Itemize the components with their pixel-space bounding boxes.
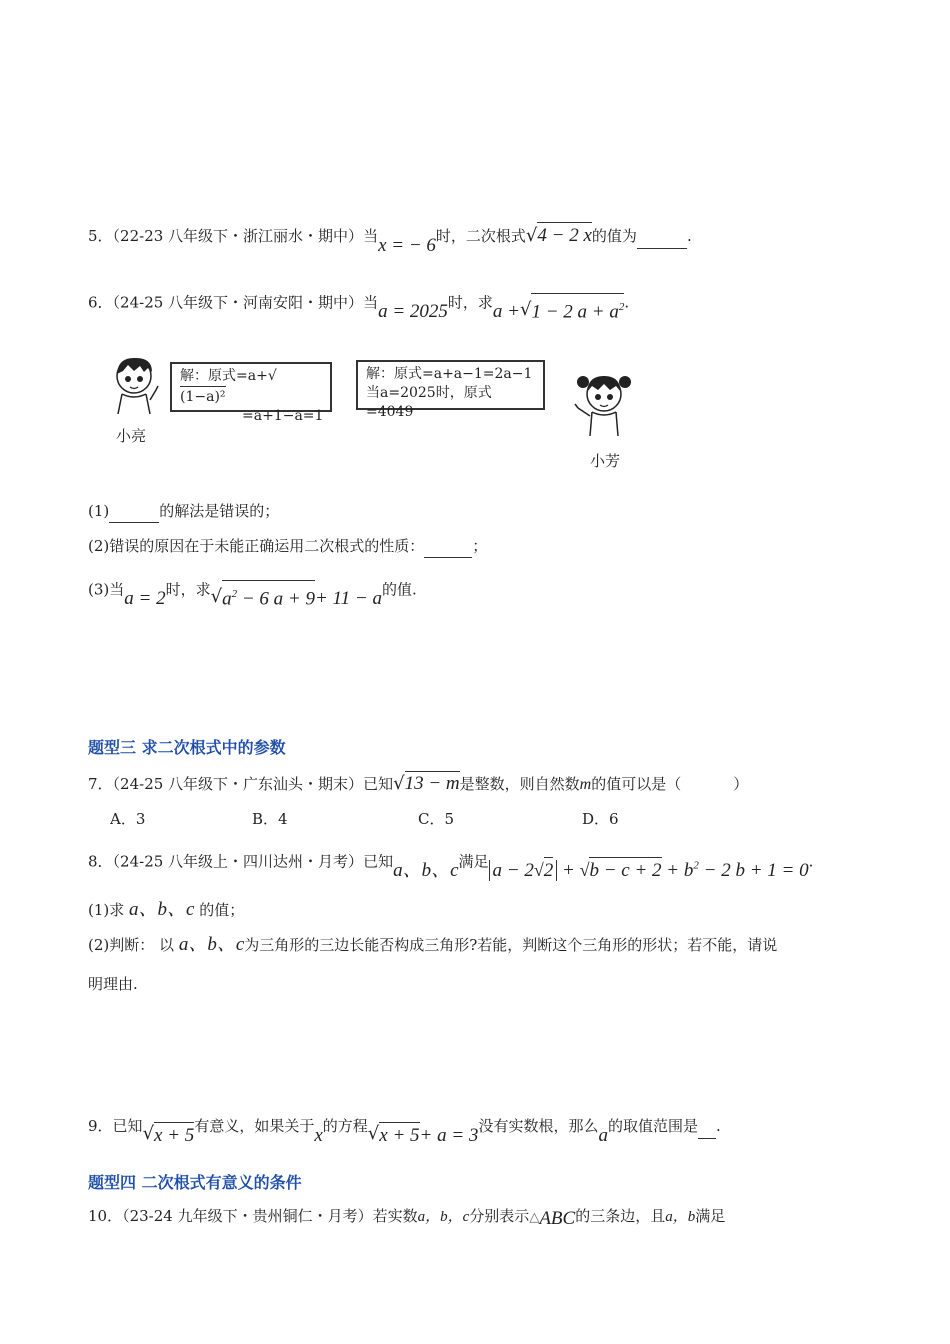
q5-number: 5． <box>88 227 113 245</box>
q10-text-2: 分别表示 <box>469 1207 530 1225</box>
q7-option-c[interactable]: C．5 <box>418 810 455 828</box>
q6-p3-condition: a = 2 <box>124 588 166 610</box>
question-5 <box>88 222 692 254</box>
q7-var: m <box>579 776 592 793</box>
q7-source: （24-25 八年级下・广东汕头・期末） <box>112 775 364 793</box>
triangle-icon: △ <box>529 1210 540 1225</box>
q6-p3-label: (3)当 <box>88 580 125 599</box>
q10-text: 若实数 <box>372 1207 418 1225</box>
q8-text-yizhi: 已知 <box>363 852 394 871</box>
q6-p1-label: (1) <box>88 502 110 520</box>
q6-p2-text: (2)错误的原因在于未能正确运用二次根式的性质： <box>88 537 425 555</box>
q6-radicand <box>531 293 624 324</box>
q5-text-value: 的值为 <box>591 227 637 245</box>
q8-abs-lead: a − 2 <box>492 860 534 882</box>
q10-text-4: 满足 <box>695 1207 726 1225</box>
q7-option-d[interactable]: D．6 <box>582 810 619 828</box>
q6-number: 6． <box>88 293 113 312</box>
q8-part-1 <box>88 899 244 921</box>
q10-vars: a，b，c <box>417 1209 470 1225</box>
q8-p2-label: (2)判断： 以 <box>88 936 175 954</box>
q8-number: 8． <box>88 852 113 871</box>
q9-text-2: 没有实数根，那么 <box>478 1117 599 1135</box>
q6-source: （24-25 八年级下・河南安阳・期中） <box>112 293 364 312</box>
q9-answer-blank[interactable] <box>698 1114 716 1139</box>
q6-text: 时，求 <box>447 293 493 312</box>
xiaofang-girl-illustration <box>570 368 640 438</box>
q6-p3-radicand-a: a <box>222 588 232 610</box>
q6-radicand-sup: 2 <box>618 301 625 313</box>
q9-var-a: a <box>598 1125 608 1146</box>
q9-text-fangcheng: 的方程 <box>322 1117 368 1135</box>
radical-icon: √ <box>579 860 590 881</box>
q5-answer-blank[interactable] <box>637 224 687 249</box>
q6-p3-radicand-sup: 2 <box>231 588 238 600</box>
q6-p2-answer-blank[interactable] <box>424 535 472 558</box>
q5-text-dang: 当 <box>363 227 379 245</box>
q8-radicand: b − c + 2 <box>589 857 661 883</box>
q7-text: 是整数，则自然数 <box>459 775 580 793</box>
q6-p1-text: 的解法是错误的； <box>159 502 280 520</box>
q6-part-2 <box>88 535 487 558</box>
q6-expr-lead: a + <box>492 301 520 323</box>
question-7 <box>88 771 748 796</box>
q8-p1-text: 的值； <box>199 901 245 919</box>
xiaoliang-line1-text: 解：原式=a+ <box>180 368 268 384</box>
radical-icon: √ <box>142 1123 155 1144</box>
q6-p3-radicand-rest: − 6 a + 9 <box>237 588 315 610</box>
q9-period: . <box>715 1117 721 1135</box>
radical-icon: √ <box>267 368 277 384</box>
xiaoliang-line1-radicand: (1−a)² <box>180 386 226 407</box>
xiaoliang-label: 小亮 <box>116 427 147 445</box>
q8-tail-sup: 2 <box>693 860 699 872</box>
q8-part-2-cont: 明理由. <box>88 975 138 993</box>
q7-option-b[interactable]: B．4 <box>252 810 288 828</box>
q5-source: （22-23 八年级下・浙江丽水・期中） <box>112 227 364 245</box>
q6-condition: a = 2025 <box>378 301 448 323</box>
q6-p3-text: 时，求 <box>165 580 211 599</box>
q9-radicand-1: x + 5 <box>154 1122 194 1148</box>
q7-number: 7． <box>88 775 113 793</box>
xiaofang-line1: 解：原式=a+a−1=2a−1 <box>366 366 533 382</box>
q8-p2-text: 为三角形的三边长能否构成三角形?若能，判断这个三角形的形状；若不能，请说 <box>244 936 778 954</box>
q10-text-3: 的三条边，且 <box>575 1207 666 1225</box>
q6-part-3 <box>88 570 417 610</box>
q10-number: 10． <box>88 1207 123 1225</box>
q5-condition: x = − 6 <box>378 235 436 256</box>
xiaofang-solution-box <box>356 360 545 420</box>
radical-icon: √ <box>210 586 223 608</box>
q6-period: . <box>624 293 630 312</box>
q7-option-a[interactable]: A．3 <box>110 810 146 828</box>
q6-p3-radicand <box>222 580 315 611</box>
question-6 <box>88 283 630 323</box>
q10-abc: ABC <box>539 1208 576 1229</box>
question-8 <box>88 844 814 882</box>
q8-p1-label: (1)求 <box>88 901 125 919</box>
radical-icon: √ <box>533 860 544 881</box>
q9-text-3: 的取值范围是 <box>607 1117 698 1135</box>
q7-radicand: 13 − m <box>404 773 460 794</box>
q8-vars: a、b、c <box>393 860 459 882</box>
q6-p2-end: ； <box>472 537 488 555</box>
q6-part-1 <box>88 500 279 523</box>
q8-p1-vars: a、b、c <box>129 899 195 920</box>
xiaofang-line2: 当a=2025时，原式=4049 <box>366 385 492 420</box>
xiaoliang-boy-illustration <box>104 352 168 416</box>
q8-tail1: + b <box>666 860 694 882</box>
q8-period: . <box>808 852 814 871</box>
q10-vars-2: a，b <box>665 1209 696 1225</box>
q6-p3-end: 的值. <box>381 580 417 599</box>
q6-p1-answer-blank[interactable] <box>109 500 159 523</box>
q7-text-yizhi: 已知 <box>363 775 394 793</box>
radical-icon: √ <box>367 1123 380 1144</box>
q9-radicand-2: x + 5 <box>379 1122 419 1148</box>
q9-var-x: x <box>314 1125 323 1146</box>
question-9 <box>88 1112 721 1146</box>
q8-text-manzu: 满足 <box>458 852 489 871</box>
q6-text-dang: 当 <box>363 293 379 312</box>
q8-tail2: − 2 b + 1 = 0 <box>703 860 809 882</box>
radical-icon: √ <box>525 225 538 246</box>
radical-icon: √ <box>520 299 532 321</box>
xiaoliang-solution-box <box>170 362 332 424</box>
q8-source: （24-25 八年级上・四川达州・月考） <box>112 852 364 871</box>
q8-equation <box>489 860 809 881</box>
xiaoliang-line2: =a+1−a=1 <box>242 408 324 424</box>
q6-radicand-text: 1 − 2 a + a <box>531 301 619 323</box>
q9-text-yizhi: 已知 <box>112 1117 143 1135</box>
q10-source: （23-24 九年级下・贵州铜仁・月考） <box>122 1207 373 1225</box>
q8-absolute-value <box>489 860 558 881</box>
q8-p2-vars: a、b、c <box>178 934 245 955</box>
section-4-heading: 题型四 二次根式有意义的条件 <box>88 1173 302 1192</box>
q8-part-2 <box>88 934 777 956</box>
xiaofang-label: 小芳 <box>590 452 621 470</box>
q8-abs-radicand: 2 <box>544 857 554 883</box>
q6-p3-tail: + 11 − a <box>314 588 382 610</box>
q5-radicand: 4 − 2 x <box>537 222 592 248</box>
q9-text: 有意义，如果关于 <box>194 1117 315 1135</box>
q9-eq-tail: + a = 3 <box>419 1125 479 1146</box>
q5-period: . <box>686 227 692 245</box>
q8-plus: + <box>562 860 575 882</box>
section-3-heading: 题型三 求二次根式中的参数 <box>88 738 286 757</box>
q7-text-end: 的值可以是（ <box>591 775 682 793</box>
question-10 <box>88 1204 725 1230</box>
q7-close-paren: ） <box>733 775 749 793</box>
q5-text: 时，二次根式 <box>435 227 526 245</box>
q9-number: 9． <box>88 1117 113 1135</box>
radical-icon: √ <box>393 773 405 794</box>
xiaoliang-line1 <box>180 367 322 407</box>
